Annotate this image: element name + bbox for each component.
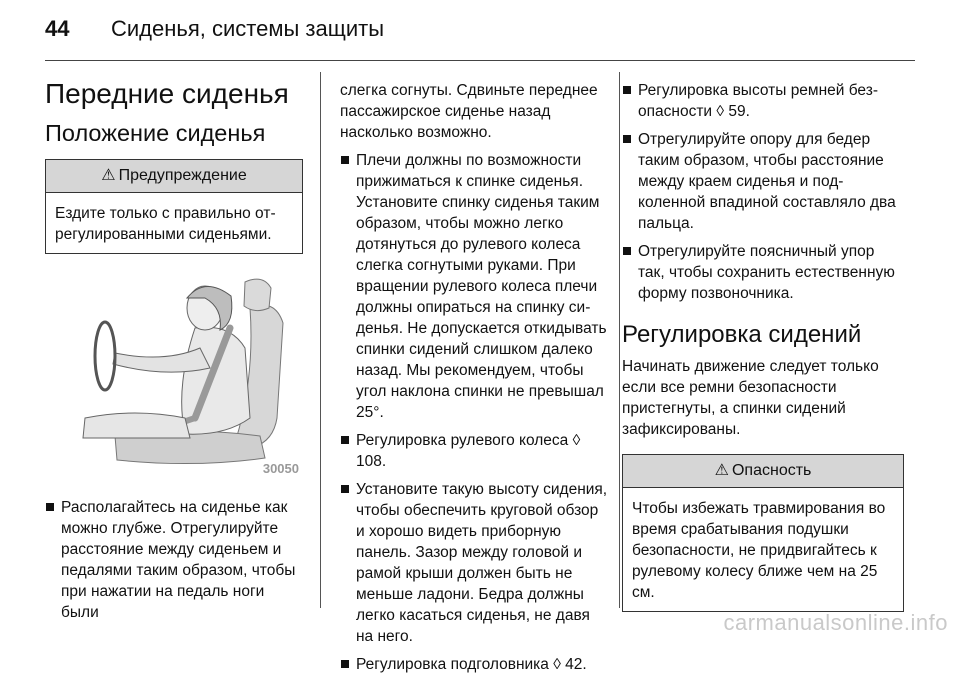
column-divider-2: [619, 72, 620, 608]
warning-text: Ездите только с правильно отрегулированными сиденьями.: [55, 205, 276, 243]
column-divider-1: [320, 72, 321, 608]
list-item: Располагайтесь на сиденье как можно глубже. Отрегулируйте расстояние между сиденьем и педалями таким образом, чтобы при нажатии на педаль ноги были: [45, 497, 303, 623]
intro-paragraph: Начинать движение следует только если все ремни безопасности пристегнуты, а спинки сидений зафиксированы.: [622, 358, 879, 438]
watermark: carmanualsonline.info: [723, 610, 948, 635]
danger-title: Опасность: [731, 462, 812, 479]
column-2: [340, 80, 608, 682]
danger-header: [623, 455, 903, 488]
list-item: Регулировка рулевого колеса ◊ 108.: [340, 430, 608, 472]
list-item: Отрегулируйте опору для бедер таким образом, чтобы расстояние между краем сиденья и подколенной впадиной составляло два пальца.: [622, 129, 904, 234]
header-rule: [45, 60, 915, 61]
list-item: Плечи должны по возможности прижиматься к спинке сиденья. Установите спинку сиденья таким образом, чтобы можно легко дотянуться до рулевого колеса слегка согнутыми руками. При вращении рулевого колеса плечи должны опираться на спинку сиденья. Не допускается откидывать спинки сидений слишком далеко назад. Мы рекомендуем, чтобы угол наклона спинки не превышал 25°.: [340, 150, 608, 423]
continued-paragraph: слегка согнуты. Сдвиньте переднее пассажирское сиденье назад насколько возможно.: [340, 82, 598, 141]
warning-triangle-icon: ⚠: [714, 462, 729, 479]
section-title: Регулировка сидений: [622, 321, 862, 348]
list-item: Установите такую высоту сидения, чтобы обеспечить круговой обзор и хорошо видеть приборную панель. Зазор между головой и рамой крыши должен быть не меньше ладони. Бедра должны легко касаться сиденья, не давя на него.: [340, 479, 608, 647]
chapter-title: Сиденья, системы защиты: [111, 16, 385, 41]
driver-seat-illustration: [45, 268, 303, 483]
list-item: Регулировка высоты ремней безопасности ◊ 59.: [622, 80, 904, 122]
figure-number: 30050: [262, 461, 299, 476]
driver-seating-figure: [45, 268, 303, 483]
column-1: [45, 78, 303, 630]
danger-text: Чтобы избежать травмирования во время срабатывания подушки безопасности, не придвигайтесь к рулевому колесу ближе чем на 25 см.: [632, 500, 886, 601]
warning-header: [46, 160, 302, 193]
column-3: [622, 80, 904, 612]
list-item: Регулировка подголовника ◊ 42.: [340, 654, 608, 675]
danger-box: [622, 454, 904, 612]
list-item: Отрегулируйте поясничный упор так, чтобы сохранить естественную форму позвоночника.: [622, 241, 904, 304]
page-header: [45, 16, 384, 42]
warning-title: Предупреждение: [118, 167, 247, 184]
subsection-title: Положение сиденья: [45, 120, 266, 146]
page-number: 44: [45, 16, 70, 41]
section-title: Передние сиденья: [45, 78, 289, 109]
warning-triangle-icon: ⚠: [101, 167, 116, 184]
warning-box: [45, 159, 303, 254]
